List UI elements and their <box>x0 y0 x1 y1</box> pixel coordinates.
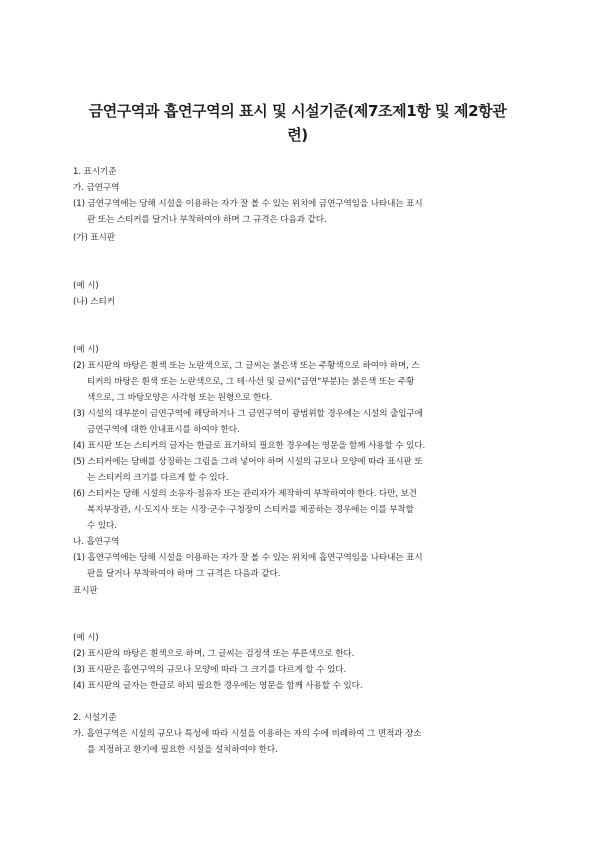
text-line: 수 있다. <box>87 521 117 531</box>
text-line: 표시판 <box>73 586 98 596</box>
text-line: (3) 시설의 대부분이 금연구역에 해당하거나 그 금연구역이 광범위할 경우에는 시설의 출입구에 <box>73 409 423 419</box>
text-line: (4) 표시판 또는 스티커의 글자는 한글로 표기하되 필요한 경우에는 영문을 함께 사용할 수 있다. <box>73 441 426 451</box>
text-line: (1) 금연구역에는 당해 시설을 이용하는 자가 잘 볼 수 있는 위치에 금연구역임을 나타내는 표시 <box>73 199 423 209</box>
text-line: 티커의 바탕은 흰색 또는 노란색으로, 그 테·사선 및 글씨("금연"부분)는 붉은색 또는 주황 <box>87 377 415 387</box>
text-line: (나) 스티커 <box>73 297 115 307</box>
text-line: (예 시) <box>73 345 99 355</box>
document-title-line-2: 련) <box>287 126 308 144</box>
text-line: 판을 달거나 부착하여야 하며 그 규격은 다음과 같다. <box>87 569 281 579</box>
text-line: 금연구역에 대한 안내표시를 하여야 한다. <box>87 425 240 435</box>
text-line: 나. 흡연구역 <box>73 537 120 547</box>
text-line: 가. 흡연구역은 시설의 규모나 특성에 따라 시설을 이용하는 자의 수에 비례하여 그 면적과 장소 <box>73 729 422 739</box>
text-line: 복지부장관, 시·도지사 또는 시장·군수·구청장이 스티커를 제공하는 경우에는 이를 부착할 <box>87 505 414 515</box>
text-line: 색으로, 그 바탕모양은 사각형 또는 원형으로 한다. <box>87 393 273 403</box>
text-line: (5) 스티커에는 담배를 상징하는 그림을 그려 넣어야 하며 시설의 규모나 모양에 따라 표시판 또 <box>73 457 423 467</box>
text-line: (6) 스티커는 당해 시설의 소유자·점유자 또는 관리자가 제작하여 부착하여야 한다. 다만, 보건 <box>73 489 417 499</box>
text-line: (4) 표시판의 글자는 한글로 하되 필요한 경우에는 영문을 함께 사용할 수 있다. <box>73 681 363 691</box>
text-line: 가. 금연구역 <box>73 183 120 193</box>
text-line: 는 스티커의 크기를 다르게 할 수 있다. <box>87 473 229 483</box>
text-line: (2) 표시판의 바탕은 흰색 또는 노란색으로, 그 글씨는 붉은색 또는 주황색으로 하여야 하며, 스 <box>73 361 420 371</box>
text-line: (2) 표시판의 바탕은 흰색으로 하며, 그 글씨는 검정색 또는 푸른색으로 한다. <box>73 649 355 659</box>
text-line: 판 또는 스티커를 달거나 부착하여야 하며 그 규격은 다음과 같다. <box>87 215 327 225</box>
text-line: (3) 표시판은 흡연구역의 규모나 모양에 따라 그 크기를 다르게 할 수 있다. <box>73 665 347 675</box>
text-line: (1) 흡연구역에는 당해 시설을 이용하는 자가 잘 볼 수 있는 위치에 흡연구역임을 나타내는 표시 <box>73 553 423 563</box>
document-title-line-1: 금연구역과 흡연구역의 표시 및 시설기준(제7조제1항 및 제2항관 <box>88 102 507 120</box>
text-line: 1. 표시기준 <box>73 167 117 177</box>
document-title <box>55 99 540 147</box>
text-line: (예 시) <box>73 633 99 643</box>
text-line: 2. 시설기준 <box>73 713 117 723</box>
text-line: (예 시) <box>73 281 99 291</box>
text-line: 를 지정하고 환기에 필요한 시설을 설치하여야 한다. <box>87 745 278 755</box>
text-line: (가) 표시판 <box>73 233 115 243</box>
